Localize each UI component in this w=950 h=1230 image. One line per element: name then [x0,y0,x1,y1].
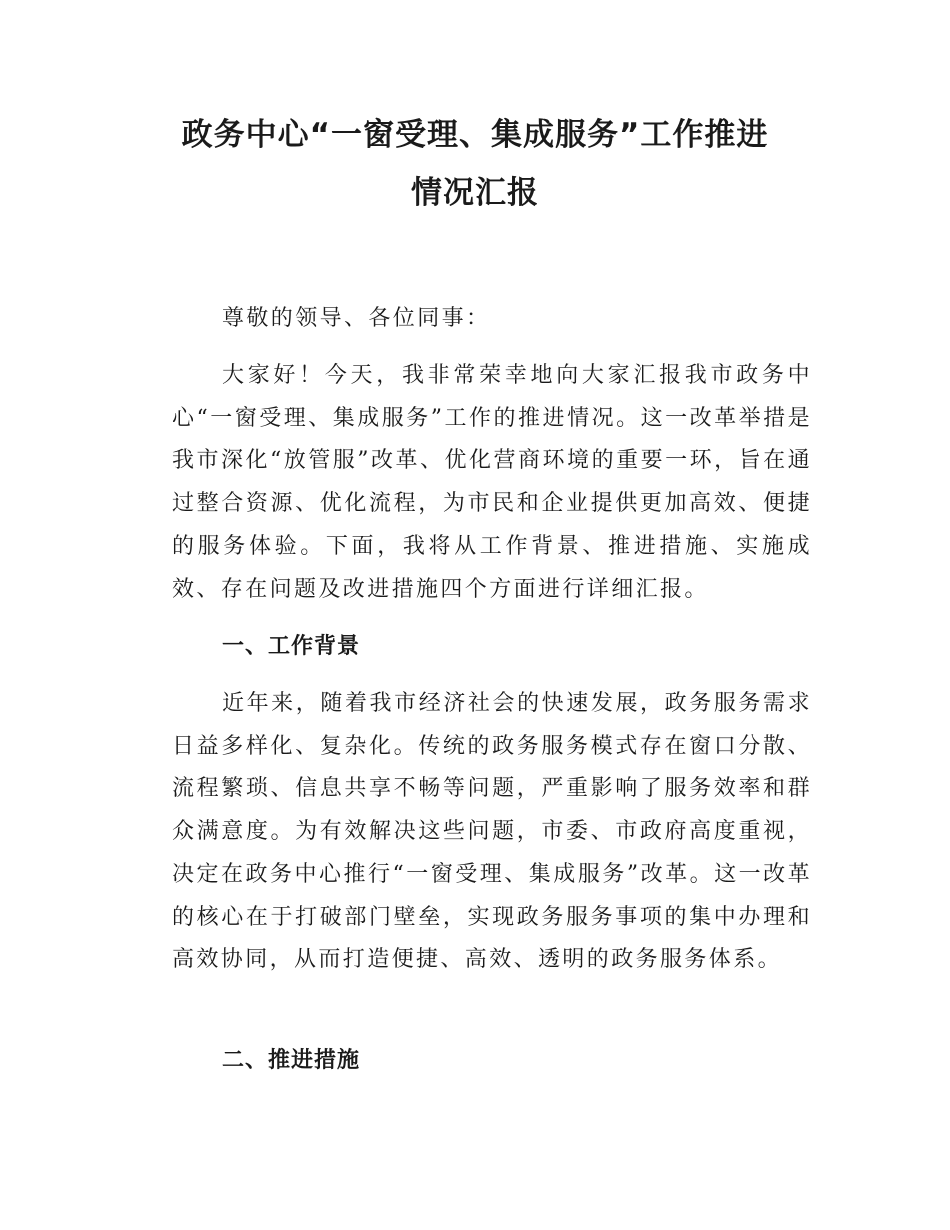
document-title-line-1: 政务中心“一窗受理、集成服务”工作推进 [181,117,769,153]
document-title-line-2: 情况汇报 [411,175,539,211]
salutation: 尊敬的领导、各位同事： [222,306,491,331]
section-heading-measures: 二、推进措施 [222,1048,361,1073]
background-paragraph: 近年来，随着我市经济社会的快速发展，政务服务需求日益多样化、复杂化。传统的政务服务模式存在窗口分散、流程繁琐、信息共享不畅等问题，严重影响了服务效率和群众满意度。为有效解决这些问题，市委、市政府高度重视，决定在政务中心推行“一窗受理、集成服务”改革。这一改革的核心在于打破部门壁垒，实现政务服务事项的集中办理和高效协同，从而打造便捷、高效、透明的政务服务体系。 [172,691,812,973]
intro-paragraph: 大家好！今天，我非常荣幸地向大家汇报我市政务中心“一窗受理、集成服务”工作的推进情况。这一改革举措是我市深化“放管服”改革、优化营商环境的重要一环，旨在通过整合资源、优化流程，为市民和企业提供更加高效、便捷的服务体验。下面，我将从工作背景、推进措施、实施成效、存在问题及改进措施四个方面进行详细汇报。 [172,363,812,602]
section-heading-background: 一、工作背景 [222,634,361,659]
